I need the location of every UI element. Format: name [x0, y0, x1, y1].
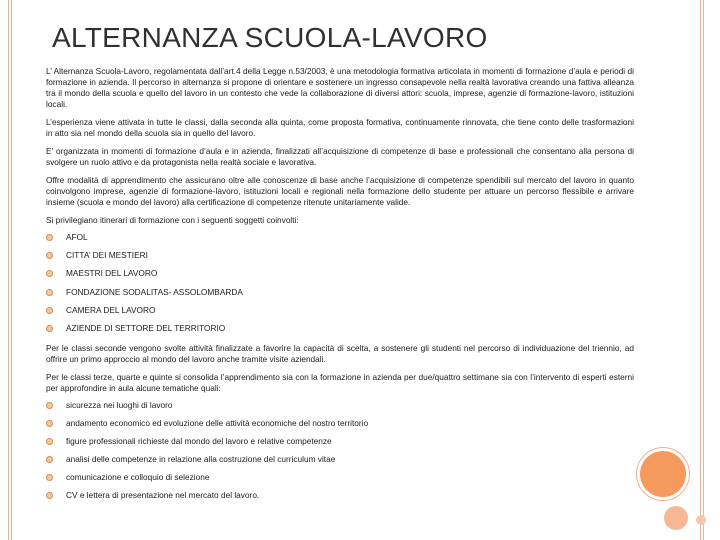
- list-item: sicurezza nei luoghi di lavoro: [46, 396, 634, 414]
- organization-paragraph: E’ organizzata in momenti di formazione d’aula e in azienda, finalizzati all’acquisizione di competenze di base e professionali che consentano alla persona di svolgere un ruolo attivo e da protagonista nella realtà sociale e lavorativa.: [46, 146, 634, 167]
- list-item: analisi delle competenze in relazione alla costruzione del curriculum vitae: [46, 450, 634, 468]
- second-year-paragraph: Per le classi seconde vengono svolte attività finalizzate a favorire la capacità di scelta, a sostenere gli studenti nel percorso di individuazione del triennio, ad offrire un primo approccio al mondo del lavoro anche tramite visite aziendali.: [46, 342, 634, 364]
- frame-line-right-outer: [703, 0, 704, 540]
- bullet-icon: [46, 270, 53, 277]
- list-item: MAESTRI DEL LAVORO: [46, 264, 634, 282]
- partners-intro: Si privilegiano itinerari di formazione con i seguenti soggetti coinvolti:: [46, 215, 299, 225]
- list-item: CAMERA DEL LAVORO: [46, 301, 634, 319]
- bullet-icon: [46, 492, 53, 499]
- list-item: AFOL: [46, 228, 634, 246]
- list-item: CITTA’ DEI MESTIERI: [46, 246, 634, 264]
- bullet-icon: [46, 325, 53, 332]
- bullet-icon: [46, 402, 53, 409]
- decorative-circle-large: [640, 451, 686, 497]
- list-item: FONDAZIONE SODALITAS- ASSOLOMBARDA: [46, 283, 634, 301]
- bullet-icon: [46, 234, 53, 241]
- bullet-icon: [46, 252, 53, 259]
- slide-content: [46, 66, 634, 510]
- list-item: CV e lettera di presentazione nel mercato del lavoro.: [46, 486, 634, 504]
- frame-line-left-outer: [8, 0, 9, 540]
- experience-paragraph: L’esperienza viene attivata in tutte le classi, dalla seconda alla quinta, come proposta formativa, continuamente rinnovata, che tiene conto delle trasformazioni in atto sia nel mondo della scuola sia in quello del lavoro.: [46, 117, 634, 138]
- bullet-icon: [46, 289, 53, 296]
- bullet-icon: [46, 307, 53, 314]
- bullet-icon: [46, 438, 53, 445]
- bullet-icon: [46, 456, 53, 463]
- decorative-circle-medium: [664, 506, 688, 530]
- topics-list: [46, 396, 634, 504]
- list-item: comunicazione e colloquio di selezione: [46, 468, 634, 486]
- page-title: ALTERNANZA SCUOLA-LAVORO: [52, 22, 488, 53]
- intro-paragraph: L’ Alternanza Scuola-Lavoro, regolamentata dall’art.4 della Legge n.53/2003, è una metodologia formativa articolata in momenti di formazione d’aula e periodi di formazione in azienda. Il percorso in alternanza si propone di orientare e sostenere un ingresso consapevole nella realtà lavorativa creando una fattiva alleanza tra il mondo della scuola e quello del lavoro in un contesto che vede la collaborazione di diversi attori: scuola, imprese, agenzie di formazione-lavoro, istituzioni locali.: [46, 66, 634, 109]
- upper-years-paragraph: Per le classi terze, quarte e quinte si consolida l’apprendimento sia con la formazione in azienda per due/quattro settimane sia con l’intervento di esperti esterni per approfondire in aula alcune tematiche quali:: [46, 371, 634, 393]
- partners-list: [46, 228, 634, 337]
- list-item: AZIENDE DI SETTORE DEL TERRITORIO: [46, 319, 634, 337]
- decorative-circle-small: [696, 515, 706, 525]
- frame-line-left-inner: [11, 0, 12, 540]
- frame-line-right-inner: [700, 0, 701, 540]
- bullet-icon: [46, 420, 53, 427]
- list-item: figure professionali richieste dal mondo del lavoro e relative competenze: [46, 432, 634, 450]
- bullet-icon: [46, 474, 53, 481]
- list-item: andamento economico ed evoluzione delle attività economiche del nostro territorio: [46, 414, 634, 432]
- learning-paragraph: Offre modalità di apprendimento che assicurano oltre alle conoscenze di base anche l’acquisizione di competenze spendibili sul mercato del lavoro in quanto coinvolgono imprese, agenzie di formazione-lavoro, istituzioni locali e regionali nella formazione dello studente per attuare un percorso flessibile e arrivare insieme (scuola e mondo del lavoro) alla certificazione di competenze ritenute unitariamente valide.: [46, 175, 634, 207]
